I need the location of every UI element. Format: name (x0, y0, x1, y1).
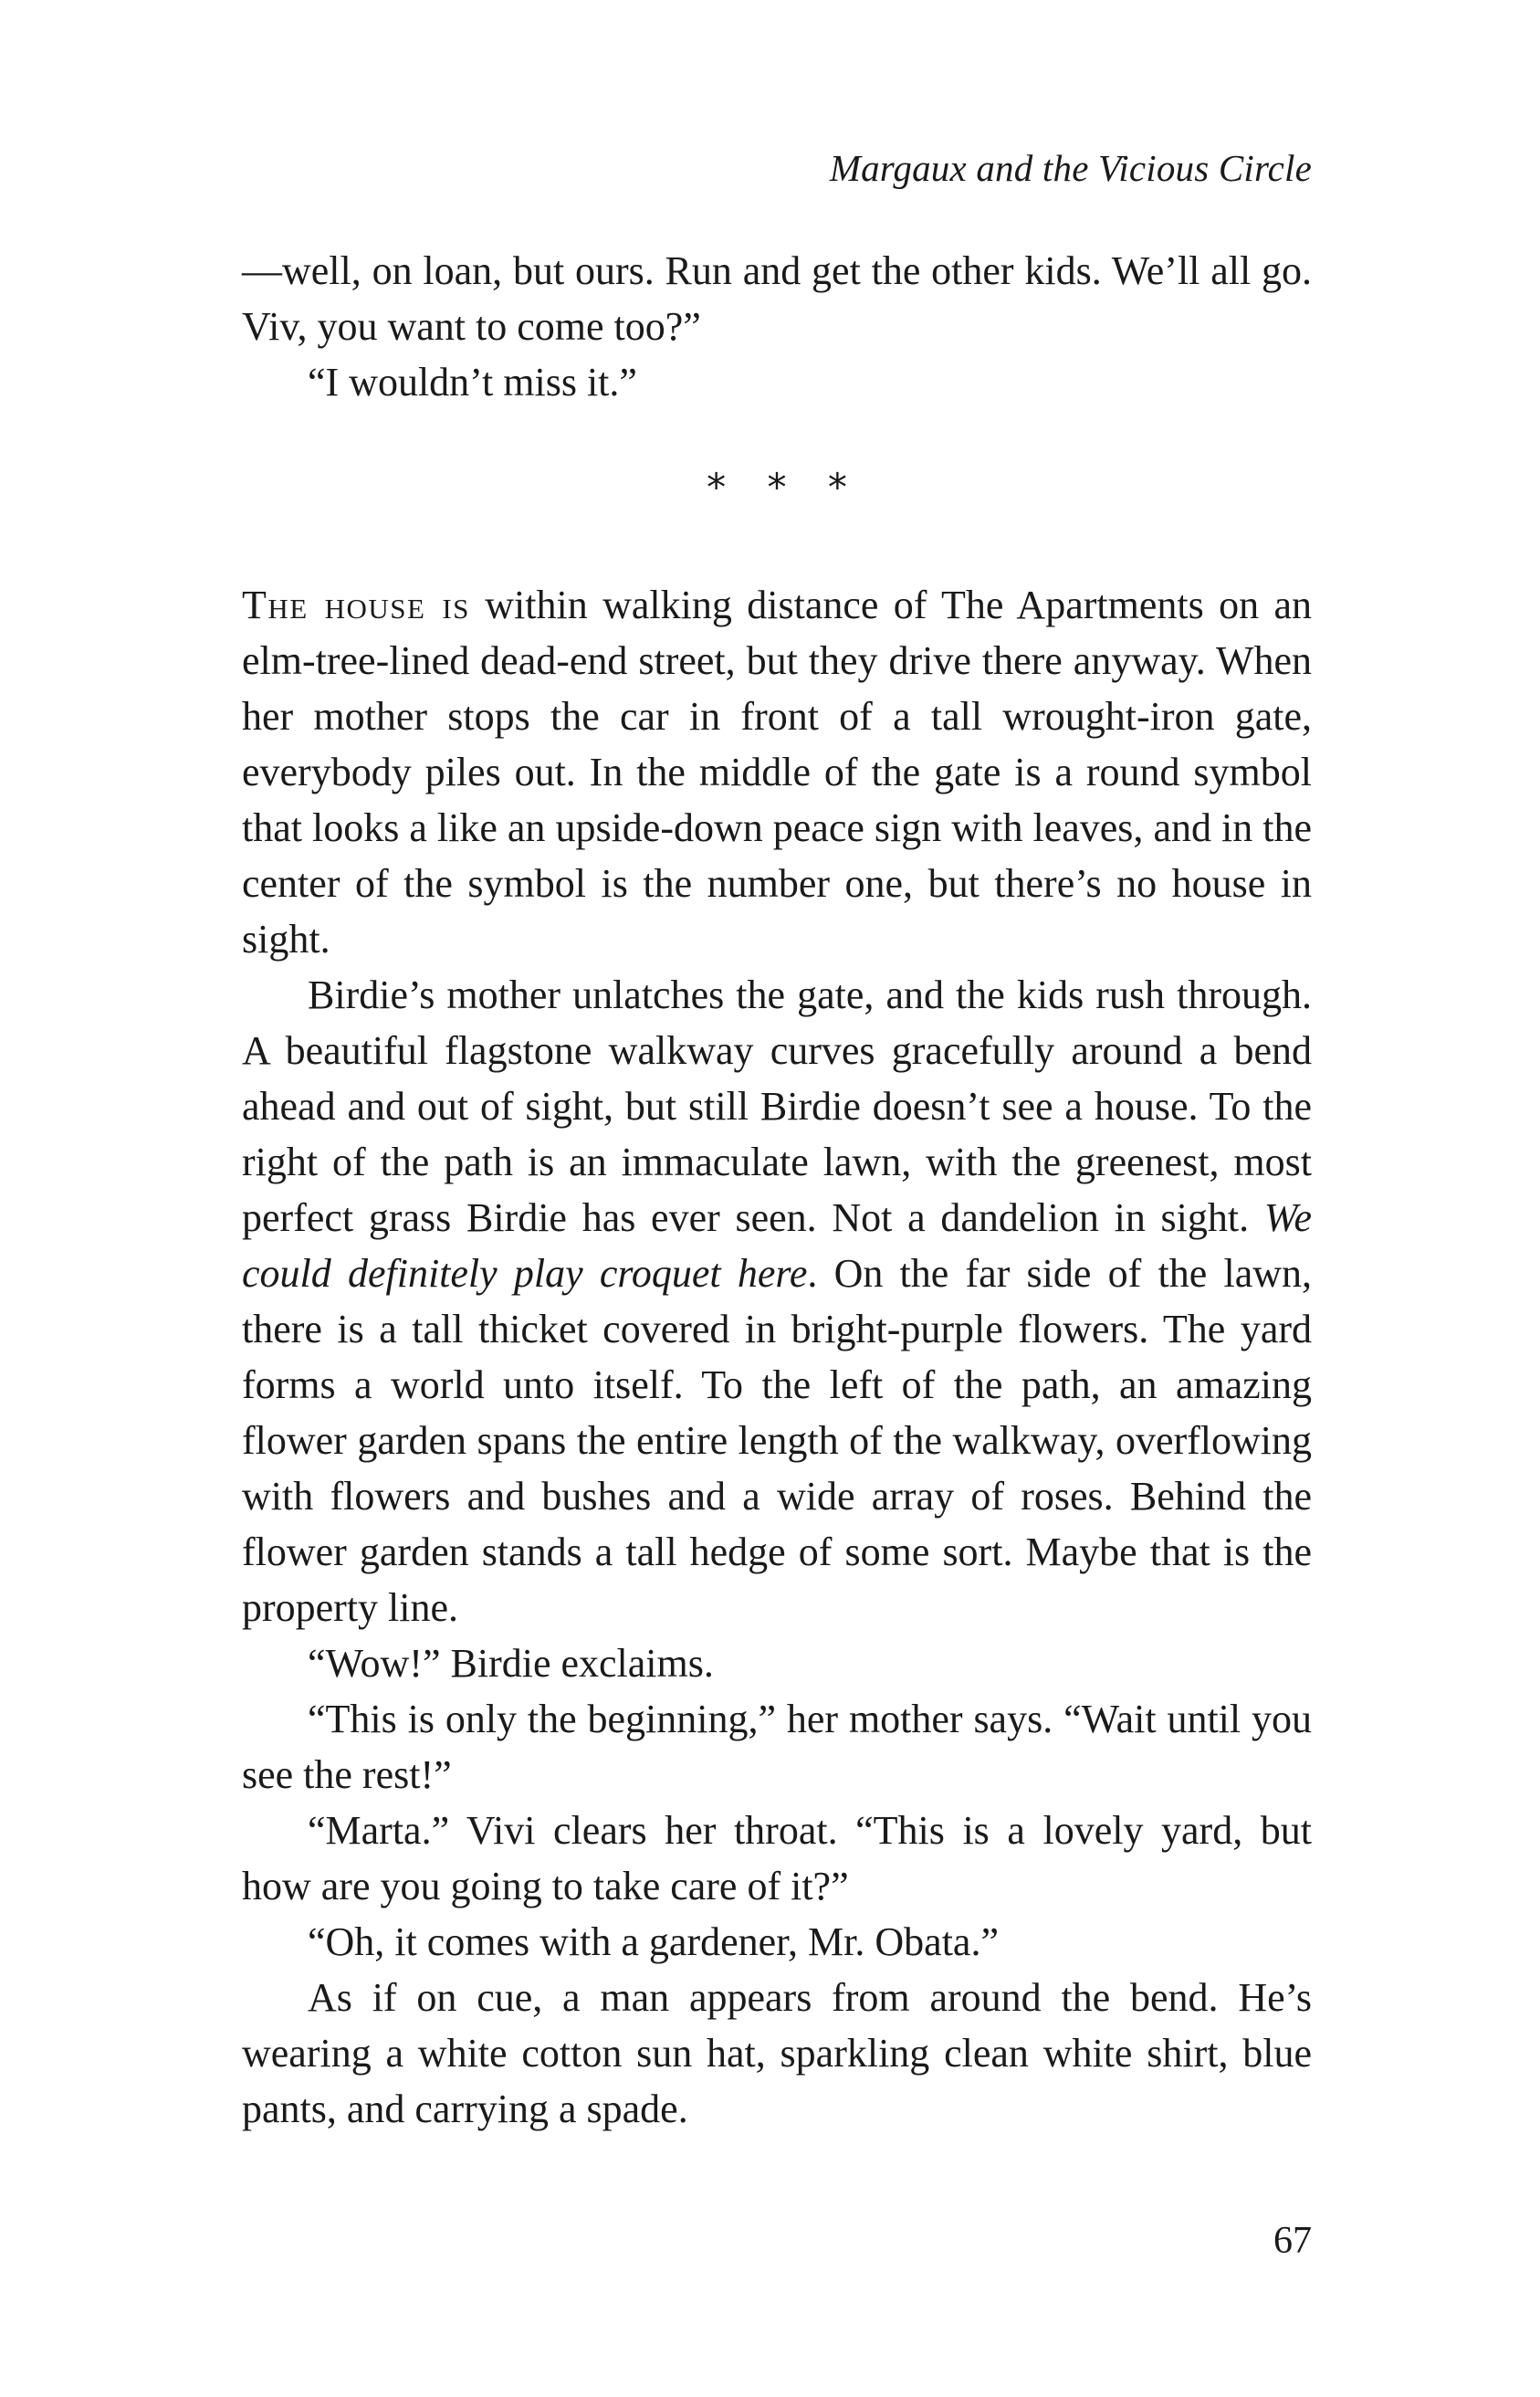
paragraph-narration: As if on cue, a man appears from around the bend. He’s wearing a white cotton sun hat, sparkling clean white shirt, blue pants, and carrying a spade. (242, 1975, 1312, 2131)
paragraph-dialogue: “Marta.” Vivi clears her throat. “This is a lovely yard, but how are you going to take care of it?” (242, 1808, 1312, 1908)
page-number: 67 (1273, 2220, 1312, 2262)
section-break: * * * (707, 465, 862, 510)
running-head-title: Margaux and the Vicious Circle (829, 147, 1312, 189)
section-lead-in: The house is (242, 583, 470, 627)
paragraph-dialogue: “This is only the beginning,” her mother says. “Wait until you see the rest!” (242, 1697, 1312, 1797)
body-text (242, 243, 1312, 2137)
paragraph-dialogue: “Oh, it comes with a gardener, Mr. Obata.” (308, 1919, 999, 1964)
garden-text-end: . On the far side of the lawn, there is a tall thicket covered in bright-purple flowers. The yard forms a world unto itself. To the left of the path, an amazing flower garden spans the entire length of the walkway, overflowing with flowers and bushes and a wide array of roses. Behind the flower garden stands a tall hedge of some sort. Maybe that is the property line. (242, 1251, 1312, 1630)
garden-text-start: Birdie’s mother unlatches the gate, and the kids rush through. A beautiful flagstone walkway curves gracefully around a bend ahead and out of sight, but still Birdie doesn’t see a house. To the right of the path is an immaculate lawn, with the greenest, most perfect grass Birdie has ever seen. Not a dandelion in sight. (242, 972, 1312, 1240)
paragraph-section-opening (242, 577, 1312, 967)
paragraph-dialogue: “Wow!” Birdie exclaims. (308, 1641, 714, 1686)
section-opening-text: within walking distance of The Apartments on an elm-tree-lined dead-end street, but they drive there anyway. When her mother stops the car in front of a tall wrought-iron gate, everybody piles out. In the middle of the gate is a round symbol that looks a like an upside-down peace sign with leaves, and in the center of the symbol is the number one, but there’s no house in sight. (242, 583, 1313, 962)
paragraph-continuation: —well, on loan, but ours. Run and get the other kids. We’ll all go. Viv, you want to come too?” (242, 248, 1312, 349)
paragraph-dialogue: “I wouldn’t miss it.” (308, 360, 637, 405)
paragraph-garden (242, 967, 1312, 1635)
garden-thought-italic: We could definitely play croquet here (242, 1195, 1312, 1296)
